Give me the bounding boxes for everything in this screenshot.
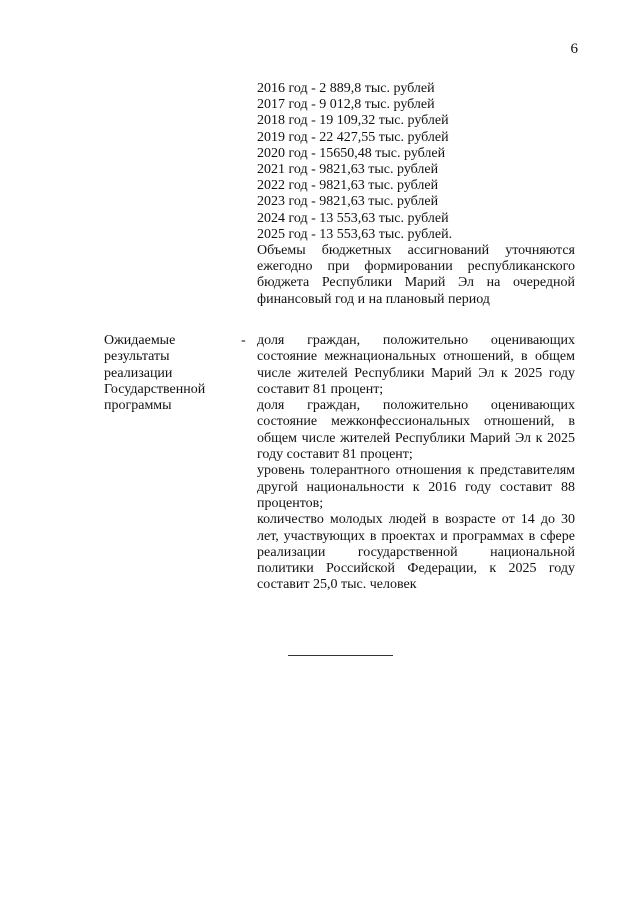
result-item-interethnic: доля граждан, положительно оценивающих состояние межнациональных отношений, в общем числе жителей Республики Марий Эл к 2025 году составит 81 процент; <box>257 333 575 397</box>
funding-line-2017: 2017 год - 9 012,8 тыс. рублей <box>257 97 435 113</box>
funding-by-year-block <box>257 81 575 308</box>
results-label-line: Ожидаемые <box>104 333 176 348</box>
funding-line-2024: 2024 год - 13 553,63 тыс. рублей <box>257 210 449 226</box>
funding-line-2023: 2023 год - 9821,63 тыс. рублей <box>257 194 439 210</box>
funding-line-2020: 2020 год - 15650,48 тыс. рублей <box>257 145 446 161</box>
result-item-tolerance: уровень толерантного отношения к представителям другой национальности к 2016 году составит 88 процентов; <box>257 463 575 511</box>
funding-line-2018: 2018 год - 19 109,32 тыс. рублей <box>257 113 449 129</box>
results-label-line: реализации <box>104 365 173 381</box>
results-section-label <box>104 333 229 414</box>
results-label-line: программы <box>104 398 172 414</box>
label-separator-dash: - <box>241 333 246 348</box>
end-rule <box>288 655 393 656</box>
funding-line-2022: 2022 год - 9821,63 тыс. рублей <box>257 178 439 194</box>
funding-line-2021: 2021 год - 9821,63 тыс. рублей <box>257 162 439 178</box>
results-label-line: результаты <box>104 349 170 365</box>
funding-line-2025: 2025 год - 13 553,63 тыс. рублей. <box>257 226 453 242</box>
funding-note: Объемы бюджетных ассигнований уточняются ежегодно при формировании республиканского бюджета Республики Марий Эл на очередной финансовый год и на плановый период <box>257 243 575 307</box>
expected-results-list <box>257 333 575 594</box>
result-item-interconfessional: доля граждан, положительно оценивающих состояние межконфессиональных отношений, в общем числе жителей Республики Марий Эл к 2025 году составит 81 процент; <box>257 398 575 463</box>
funding-line-2016: 2016 год - 2 889,8 тыс. рублей <box>257 81 435 96</box>
result-item-youth-participation: количество молодых людей в возрасте от 14 до 30 лет, участвующих в проектах и программах в сфере реализации государственной национальной политики Российской Федерации, к 2025 году составит 25,0 тыс. человек <box>257 512 575 593</box>
funding-line-2019: 2019 год - 22 427,55 тыс. рублей <box>257 129 449 145</box>
results-label-line: Государственной <box>104 381 206 397</box>
page-number: 6 <box>570 41 578 57</box>
